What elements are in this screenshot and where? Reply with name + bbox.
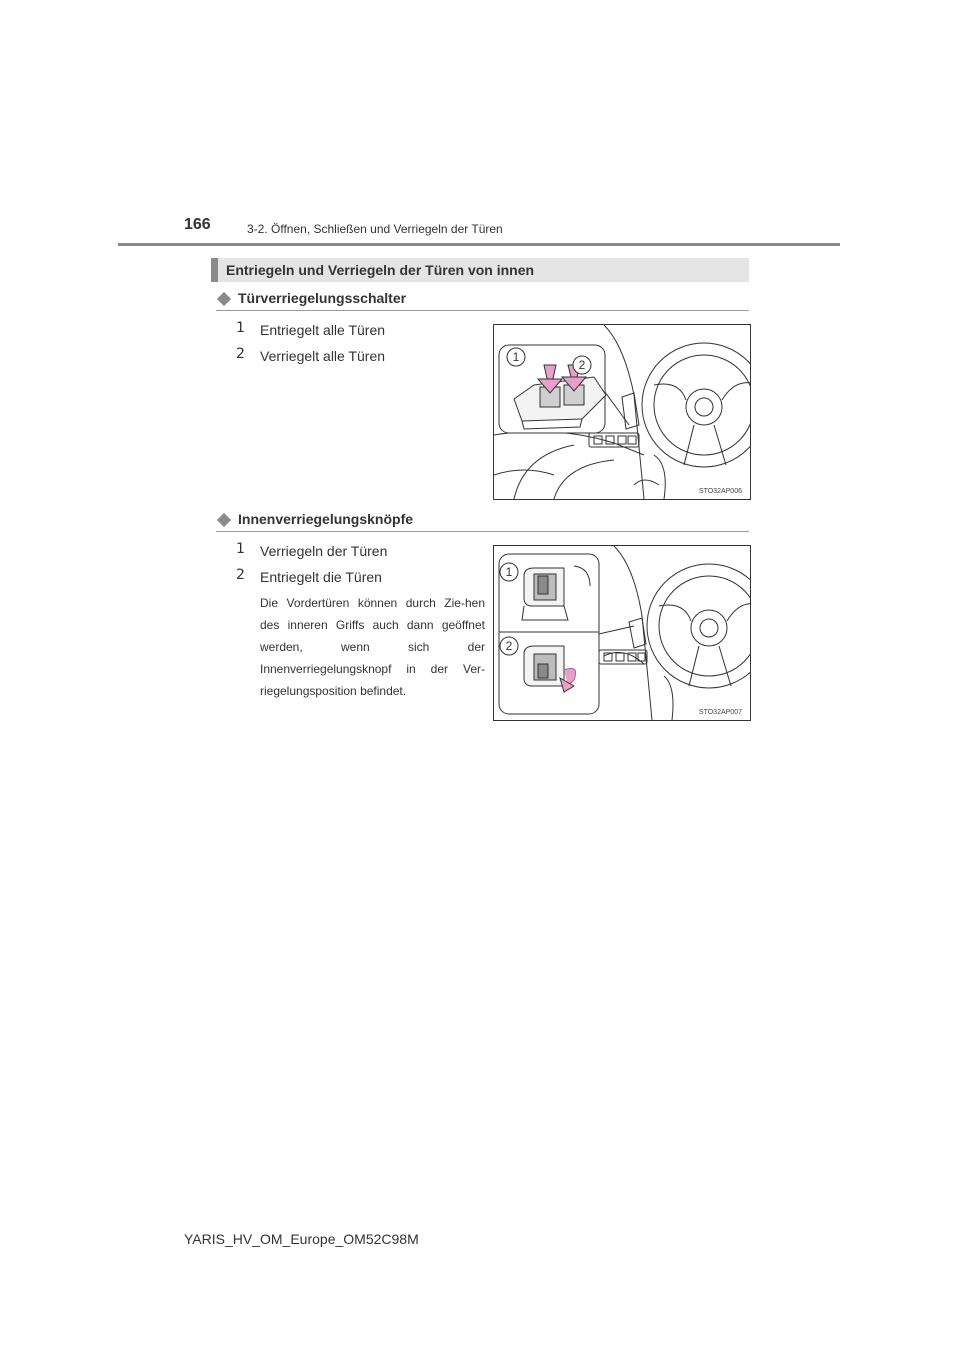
- figure-code: STO32AP006: [698, 488, 742, 495]
- figure-code: STO32AP007: [698, 709, 742, 716]
- door-lock-switch-illustration: [494, 325, 750, 499]
- section-accent: [211, 258, 218, 282]
- step-number-1-icon: 1: [236, 541, 245, 557]
- subsection-title: Türverriegelungsschalter: [238, 290, 407, 306]
- section-heading-bar: [211, 258, 749, 282]
- subsection-heading-1: [216, 290, 406, 306]
- callout-2-label: 2: [578, 358, 586, 372]
- step-text: Entriegelt die Türen: [260, 569, 382, 585]
- header-rule: [118, 243, 840, 246]
- diamond-bullet-icon: [217, 292, 231, 306]
- chapter-title: 3-2. Öffnen, Schließen und Verriegeln der Türen: [247, 222, 503, 236]
- step-text: Verriegeln der Türen: [260, 543, 388, 559]
- callout-1-label: 1: [505, 565, 513, 579]
- subsection-heading-2: [216, 511, 413, 527]
- step-number-2-icon: 2: [236, 346, 245, 362]
- figure-inside-lock-knob: [493, 545, 751, 721]
- subsection-rule: [216, 310, 749, 311]
- subsection-title: Innenverriegelungsknöpfe: [238, 511, 414, 527]
- step-text: Entriegelt alle Türen: [260, 322, 386, 338]
- info-paragraph: Die Vordertüren können durch Zie-hen des inneren Griffs auch dann geöffnet werden, wenn sich der Innenverriegelungsknopf in der Ver-riegelungsposition befindet.: [260, 596, 485, 698]
- inside-lock-knob-illustration: [494, 546, 750, 720]
- callout-1-label: 1: [512, 350, 520, 364]
- section-title: Entriegeln und Verriegeln der Türen von innen: [226, 262, 535, 278]
- page-number: 166: [184, 216, 211, 233]
- callout-2-label: 2: [505, 639, 513, 653]
- diamond-bullet-icon: [217, 513, 231, 527]
- step-number-2-icon: 2: [236, 567, 245, 583]
- footer-document-id: YARIS_HV_OM_Europe_OM52C98M: [184, 1231, 419, 1247]
- subsection-rule: [216, 531, 749, 532]
- step-number-1-icon: 1: [236, 320, 245, 336]
- figure-door-lock-switch: [493, 324, 751, 500]
- step-text: Verriegelt alle Türen: [260, 348, 386, 364]
